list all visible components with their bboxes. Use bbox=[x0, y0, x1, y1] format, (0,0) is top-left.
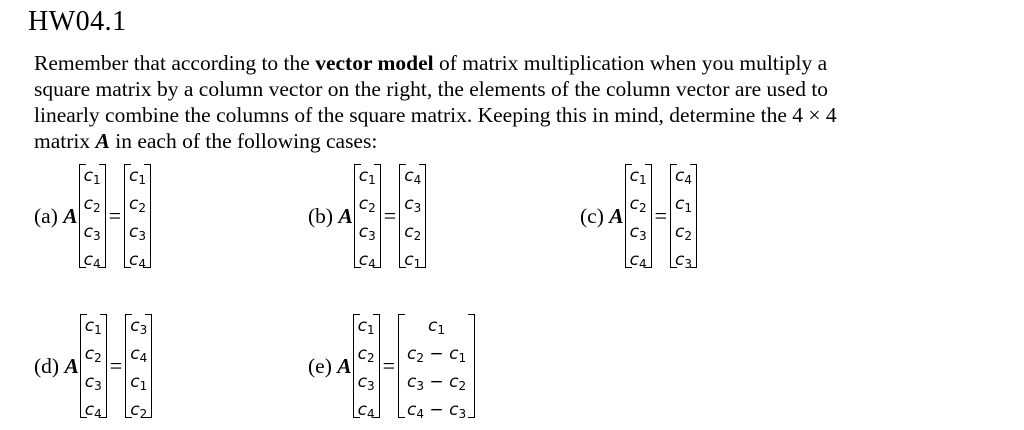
vector-entry: $c_1$ bbox=[428, 316, 446, 337]
vector-entry: $c_2$ bbox=[358, 194, 376, 215]
lhs-vector bbox=[80, 314, 107, 421]
vector-entry: $c_2$ bbox=[129, 194, 147, 215]
case-label: (b) A bbox=[308, 203, 353, 228]
case-c bbox=[580, 158, 697, 274]
vector-model-term: vector model bbox=[315, 51, 434, 75]
vector-entry: $c_3$ bbox=[84, 372, 102, 393]
vector-entry: $c_1$ bbox=[84, 316, 102, 337]
vector-entry: $c_3$ bbox=[404, 194, 422, 215]
vector-entry: $c_1$ bbox=[357, 316, 375, 337]
vector-entry: $c_4$ bbox=[130, 344, 148, 365]
vector-entry: $c_3$ bbox=[629, 222, 647, 243]
vector-entry: $c_2$ bbox=[404, 222, 422, 243]
vector-entry: $c_3$ bbox=[358, 222, 376, 243]
equals-sign: = bbox=[108, 203, 122, 228]
page-title: HW04.1 bbox=[28, 6, 127, 37]
case-e bbox=[308, 308, 475, 424]
vector-entry: $c_3$ bbox=[130, 316, 148, 337]
paragraph-text: of matrix multiplication when you multiply a bbox=[433, 51, 828, 75]
rhs-vector bbox=[124, 164, 151, 271]
vector-entry: $c_2$ bbox=[130, 400, 148, 421]
vector-entry: $c_1$ bbox=[130, 372, 148, 393]
vector-entry: $c_3$ bbox=[675, 250, 693, 271]
vector-entry: $c_2$ bbox=[675, 222, 693, 243]
case-label: (a) A bbox=[34, 203, 78, 228]
paragraph-text: matrix bbox=[34, 129, 96, 153]
case-label: (c) A bbox=[580, 203, 624, 228]
case-label: (e) A bbox=[308, 353, 352, 378]
paragraph-line-1 bbox=[34, 50, 934, 76]
rhs-vector bbox=[399, 164, 426, 271]
vector-entry: $c_4$ bbox=[357, 400, 375, 421]
case-d bbox=[34, 308, 152, 424]
vector-entry: $c_1$ bbox=[629, 166, 647, 187]
lhs-vector bbox=[353, 314, 380, 421]
equals-sign: = bbox=[383, 203, 397, 228]
vector-entry: $c_1$ bbox=[83, 166, 101, 187]
equals-sign: = bbox=[109, 353, 123, 378]
vector-entry: $c_4$ bbox=[404, 166, 422, 187]
rhs-vector bbox=[398, 314, 475, 421]
vector-entry: $c_2 - c_1$ bbox=[407, 344, 467, 365]
vector-entry: $c_3$ bbox=[357, 372, 375, 393]
rhs-vector bbox=[125, 314, 152, 421]
case-b bbox=[308, 158, 426, 274]
vector-entry: $c_1$ bbox=[675, 194, 693, 215]
vector-entry: $c_2$ bbox=[629, 194, 647, 215]
vector-entry: $c_1$ bbox=[129, 166, 147, 187]
vector-entry: $c_2$ bbox=[83, 194, 101, 215]
vector-entry: $c_1$ bbox=[358, 166, 376, 187]
vector-entry: $c_4 - c_3$ bbox=[407, 400, 467, 421]
vector-entry: $c_4$ bbox=[629, 250, 647, 271]
lhs-vector bbox=[354, 164, 381, 271]
vector-entry: $c_3 - c_2$ bbox=[407, 372, 467, 393]
vector-entry: $c_1$ bbox=[404, 250, 422, 271]
vector-entry: $c_3$ bbox=[83, 222, 101, 243]
vector-entry: $c_2$ bbox=[84, 344, 102, 365]
paragraph-line-2: square matrix by a column vector on the right, the elements of the column vector are used to bbox=[34, 77, 829, 101]
equals-sign: = bbox=[382, 353, 396, 378]
vector-entry: $c_4$ bbox=[83, 250, 101, 271]
paragraph-text: in each of the following cases: bbox=[109, 129, 378, 153]
vector-entry: $c_3$ bbox=[129, 222, 147, 243]
instructions-paragraph bbox=[34, 50, 934, 154]
case-a bbox=[34, 158, 151, 274]
vector-entry: $c_4$ bbox=[129, 250, 147, 271]
vector-entry: $c_4$ bbox=[84, 400, 102, 421]
vector-entry: $c_4$ bbox=[358, 250, 376, 271]
vector-entry: $c_2$ bbox=[357, 344, 375, 365]
paragraph-line-4 bbox=[34, 128, 934, 154]
matrix-symbol: A bbox=[95, 129, 110, 153]
lhs-vector bbox=[625, 164, 652, 271]
lhs-vector bbox=[79, 164, 106, 271]
case-label: (d) A bbox=[34, 353, 79, 378]
equals-sign: = bbox=[654, 203, 668, 228]
paragraph-line-3: linearly combine the columns of the square matrix. Keeping this in mind, determine the 4 × 4 bbox=[34, 103, 837, 127]
paragraph-text: Remember that according to the bbox=[34, 51, 316, 75]
rhs-vector bbox=[670, 164, 697, 271]
vector-entry: $c_4$ bbox=[675, 166, 693, 187]
